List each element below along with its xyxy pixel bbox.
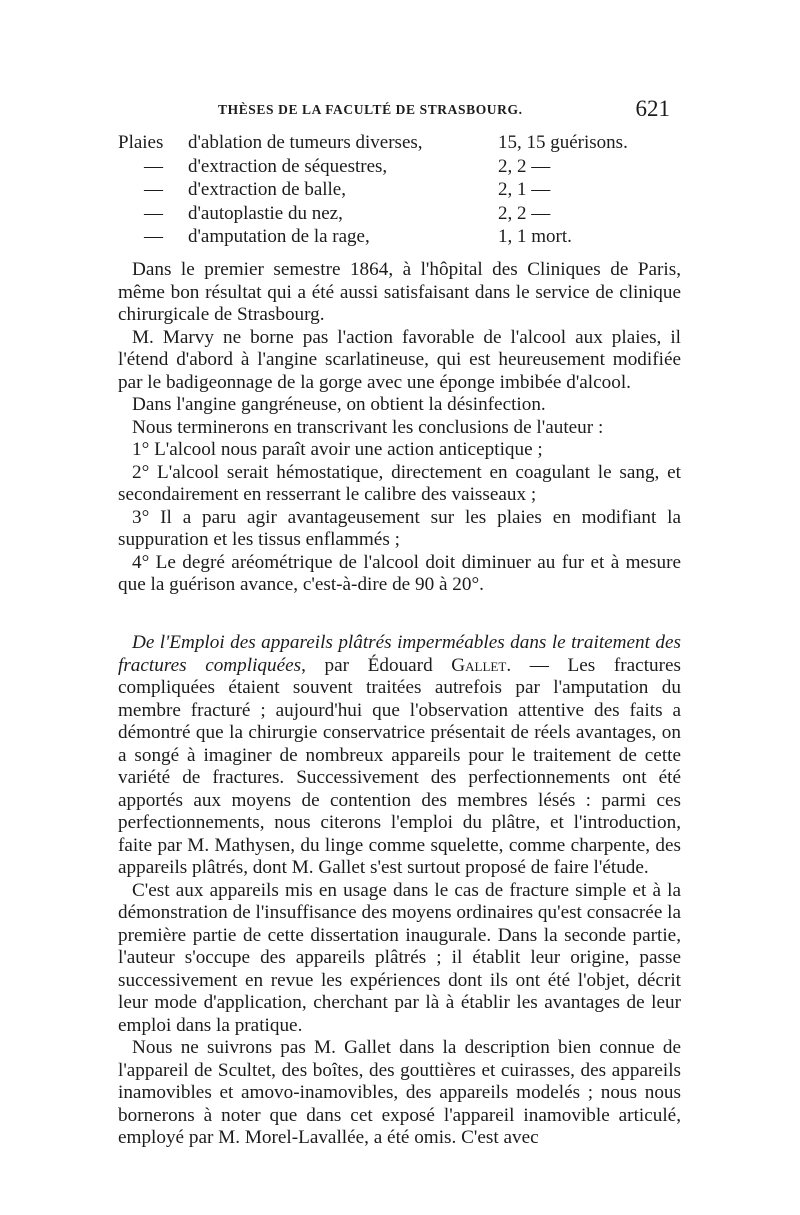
row-description: d'autoplastie du nez, bbox=[188, 202, 343, 224]
table-row bbox=[118, 178, 678, 202]
paragraph: Nous ne suivrons pas M. Gallet dans la description bien connue de l'appareil de Scultet, des boîtes, des gouttières et cuirasses, des appareils inamovibles et amovo-inamovibles, des appareils modelés ; nous nous bornerons à noter que dans cet exposé l'appareil inamovible articulé, employé par M. Morel-Lavallée, a été omis. C'est avec bbox=[118, 1037, 681, 1148]
conclusion-item: 3° Il a paru agir avantageusement sur les plaies en modifiant la suppuration et les tissus enflammés ; bbox=[118, 506, 681, 550]
paragraph: M. Marvy ne borne pas l'action favorable de l'alcool aux plaies, il l'étend d'abord à l'angine scarlatineuse, qui est heureusement modifiée par le badigeonnage de la gorge avec une éponge imbibée d'alcool. bbox=[118, 326, 681, 393]
paragraph: Nous terminerons en transcrivant les conclusions de l'auteur : bbox=[132, 416, 604, 438]
paragraph: Dans l'angine gangréneuse, on obtient la désinfection. bbox=[132, 394, 546, 415]
page-number: 621 bbox=[635, 96, 670, 121]
intro-text: . — Les fractures compliquées étaient souvent traitées autrefois par l'amputation du membre fracturé ; aujourd'hui que l'observation attentive des faits a démontré que la chirurgie conservatrice présentait de réels avantages, on a songé à imaginer de nombreux appareils pour le traitement de cette variété de fractures. Successivement des perfectionnements ont été apportés aux moyens de contention des membres lésés : parmi ces perfectionnements, nous citerons l'emploi du plâtre, et l'introduction, faite par M. Mathysen, du linge comme squelette, comme charpente, des appareils plâtrés, dont M. Gallet s'est surtout proposé de faire l'étude. bbox=[118, 654, 681, 878]
conclusion-item: 2° L'alcool serait hémostatique, directement en coagulant le sang, et secondairement en resserrant le calibre des vaisseaux ; bbox=[118, 461, 681, 505]
row-lead: Plaies bbox=[118, 132, 164, 153]
paragraph: Dans le premier semestre 1864, à l'hôpital des Cliniques de Paris, même bon résultat qui a été aussi satisfaisant dans le service de clinique chirurgicale de Strasbourg. bbox=[118, 259, 681, 325]
alcohol-thesis-text bbox=[118, 259, 681, 597]
row-description: d'ablation de tumeurs diverses, bbox=[188, 132, 423, 153]
byline: , par Édouard bbox=[301, 654, 452, 676]
wound-results-table bbox=[118, 131, 678, 249]
row-lead: — bbox=[144, 226, 163, 247]
section-opening bbox=[118, 632, 681, 880]
row-counts: 2, 2 — bbox=[498, 155, 551, 177]
row-description: d'extraction de balle, bbox=[188, 179, 346, 200]
row-counts: 15, 15 guérisons. bbox=[498, 132, 628, 153]
running-head bbox=[118, 96, 670, 126]
row-counts: 2, 1 — bbox=[498, 179, 551, 200]
row-lead: — bbox=[144, 155, 163, 177]
table-row bbox=[118, 155, 678, 179]
row-lead: — bbox=[144, 179, 163, 200]
conclusion-item: 4° Le degré aréométrique de l'alcool doit diminuer au fur et à mesure que la guérison avance, c'est-à-dire de 90 à 20°. bbox=[118, 551, 681, 595]
plaster-thesis-text bbox=[118, 632, 681, 1150]
running-title: THÈSES DE LA FACULTÉ DE STRASBOURG. bbox=[218, 102, 523, 117]
table-row bbox=[118, 131, 678, 155]
table-row bbox=[118, 202, 678, 226]
row-description: d'amputation de la rage, bbox=[188, 226, 370, 247]
conclusion-item: 1° L'alcool nous paraît avoir une action anticeptique ; bbox=[132, 439, 543, 460]
thesis-title: De l'Emploi des appareils plâtrés imperméables dans le traitement des fractures compliquées bbox=[118, 632, 681, 676]
table-row bbox=[118, 225, 678, 249]
author-name: Gallet bbox=[451, 654, 507, 676]
row-counts: 1, 1 mort. bbox=[498, 226, 572, 247]
paragraph: C'est aux appareils mis en usage dans le cas de fracture simple et à la démonstration de l'insuffisance des moyens ordinaires qu'est consacrée la première partie de cette dissertation inaugurale. Dans la seconde partie, l'auteur s'occupe des appareils plâtrés ; il établit leur origine, passe successivement en revue les expériences dont ils ont été l'objet, décrit leur mode d'application, cherchant par là à établir les avantages de leur emploi dans la pratique. bbox=[118, 879, 681, 1036]
row-lead: — bbox=[144, 202, 163, 224]
row-counts: 2, 2 — bbox=[498, 202, 551, 224]
row-description: d'extraction de séquestres, bbox=[188, 155, 388, 177]
